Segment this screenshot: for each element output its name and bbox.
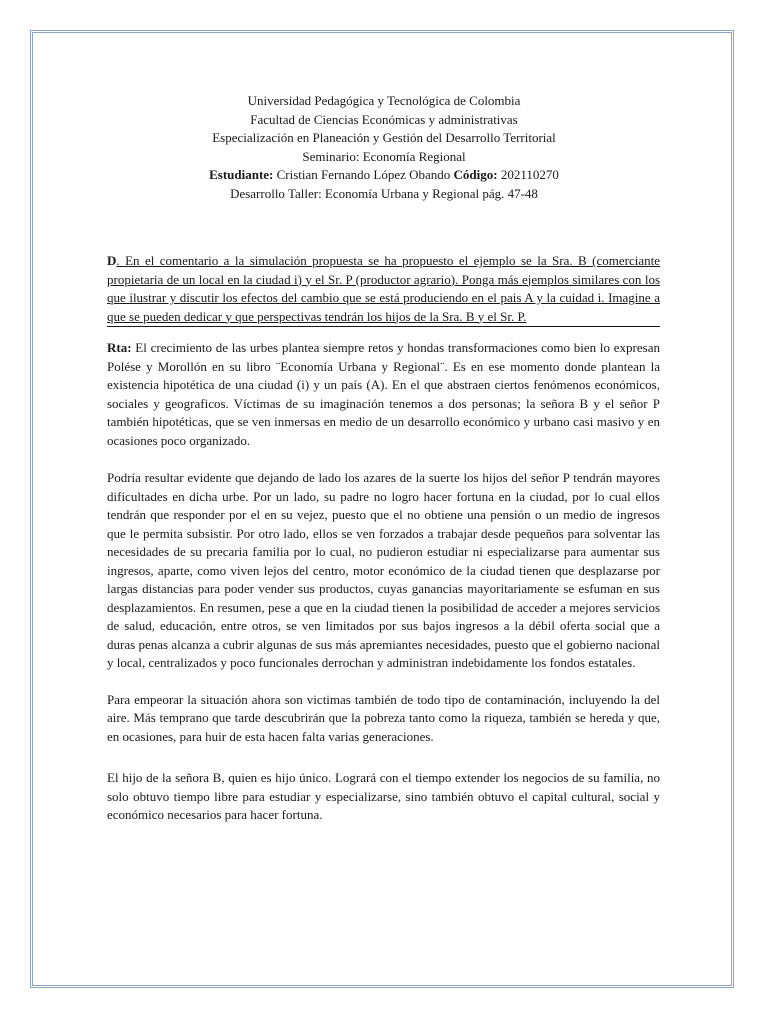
assignment-title: Desarrollo Taller: Economía Urbana y Regional pág. 47-48 [230,185,538,201]
faculty-name: Facultad de Ciencias Económicas y administrativas [250,111,518,127]
document-header [104,92,664,203]
code-value: 202110270 [500,167,559,182]
seminar-name: Seminario: Economía Regional [302,148,466,164]
answer-label: Rta: [107,340,132,355]
program-name: Especialización en Planeación y Gestión del Desarrollo Territorial [212,130,556,145]
code-label: Código: [453,167,498,182]
university-name: Universidad Pedagógica y Tecnológica de Colombia [247,93,521,108]
student-label: Estudiante: [209,167,274,182]
document-body [107,252,660,825]
student-line [104,166,664,185]
question-text: . En el comentario a la simulación propuesta se ha propuesto el ejemplo se la Sra. B (comerciante propietaria de un local en la ciudad i) y el Sr. P (productor agrario). Ponga más ejemplos similares con los que ilustrar y discutir los efectos del cambio que se está produciendo en el pais A y la cuidad i. Imagine a que se pueden dedicar y que perspectivas tendrán los hijos de la Sra. B y el Sr. P. [107,253,660,324]
answer-paragraph-4: El hijo de la señora B, quien es hijo único. Logrará con el tiempo extender los negocios de su familia, no solo obtuvo tiempo libre para estudiar y especializarse, sino también obtuvo el capital cultural, social y económico necesarios para hacer fortuna. [107,770,660,822]
answer-text-1: El crecimiento de las urbes plantea siempre retos y hondas transformaciones como bien lo expresan Polése y Morollón en su libro ¨Economía Urbana y Regional¨. Es en ese momento donde plantean la existencia hipotética de una ciudad (i) y un país (A). En el que abstraen ciertos fenómenos económicos, sociales y geograficos. Víctimas de su imaginación tenemos a dos personas; la señora B y el señor P también hipotéticas, que se ven inmersas en medio de un desarrollo económico y urbano casi masivo y en ocasiones poco organizado. [107,340,660,448]
answer-paragraph-1 [107,339,660,450]
answer-paragraph-2: Podría resultar evidente que dejando de lado los azares de la suerte los hijos del señor P tendrán mayores dificultades en dicha urbe. Por un lado, su padre no logro hacer fortuna en la ciudad, por lo cual ellos tendrán que responder por el en su vejez, puesto que el no obtiene una pensión o un medio de ingresos que le permita subsistir. Por otro lado, ellos se ven forzados a trabajar desde pequeños para solventar las necesidades de su precaria familia por lo cual, no pudieron estudiar ni especializarse para aumentar sus ingresos, aparte, como viven lejos del centro, motor económico de la ciudad tienen que desplazarse por largas distancias para poder vender sus productos, cuyas ganancias mayoritariamente se esfuman en sus desplazamientos. En resumen, pese a que en la ciudad tienen la posibilidad de acceder a mejores servicios de salud, educación, entre otros, se ven limitados por sus bajos ingresos a la débil oferta social que a duras penas alcanza a cubrir algunas de sus más apremiantes necesidades, puesto que el gobierno nacional y local, centralizados y poco funcionales derrochan y administran indebidamente los fondos estatales. [107,470,660,670]
question-paragraph [107,252,660,327]
answer-paragraph-3: Para empeorar la situación ahora son victimas también de todo tipo de contaminación, incluyendo la del aire. Más temprano que tarde descubrirán que la pobreza tanto como la riqueza, también se hereda y que, en ocasiones, para huir de esta hacen falta varias generaciones. [107,691,660,744]
question-letter: D [107,253,117,268]
student-name: Cristian Fernando López Obando [276,167,451,182]
